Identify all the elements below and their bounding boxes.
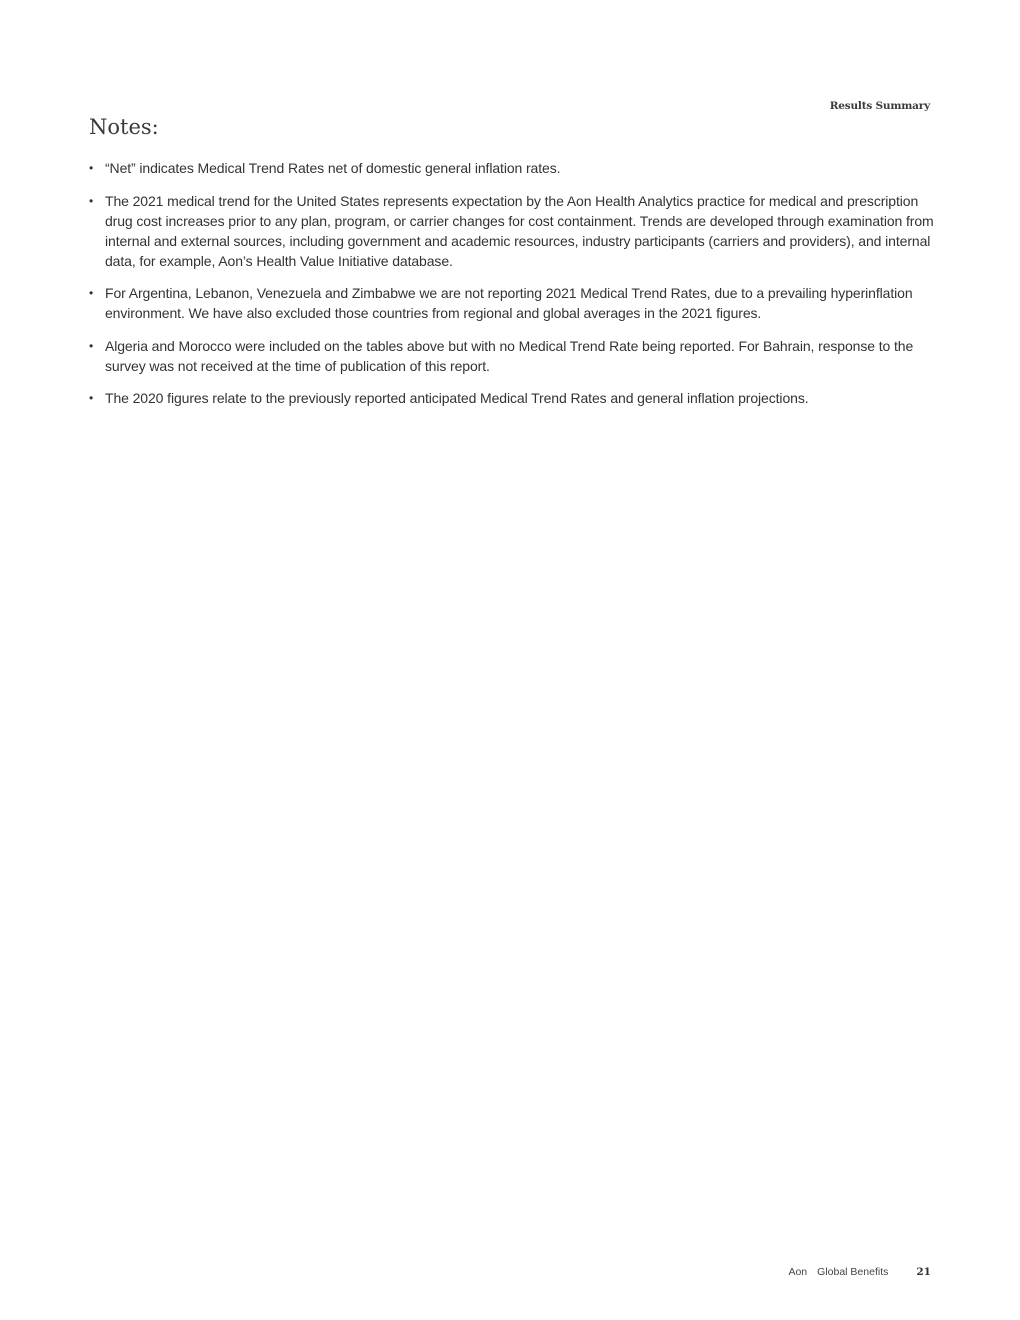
bullet-icon: • (89, 338, 94, 353)
footer-section: Global Benefits (817, 1266, 889, 1278)
note-item (89, 191, 934, 271)
note-text: For Argentina, Lebanon, Venezuela and Zimbabwe we are not reporting 2021 Medical Trend Rates, due to a prevailing hyperinflation environment. We have also excluded those countries from regional and global averages in the 2021 figures. (105, 285, 913, 321)
notes-list (89, 158, 934, 421)
page-number: 21 (916, 1266, 931, 1278)
note-text: The 2020 figures relate to the previously reported anticipated Medical Trend Rates and general inflation projections. (105, 390, 809, 406)
note-item (89, 283, 934, 323)
running-header: Results Summary (829, 100, 930, 112)
note-item (89, 336, 934, 376)
note-item (89, 158, 934, 178)
note-text: Algeria and Morocco were included on the tables above but with no Medical Trend Rate being reported. For Bahrain, response to the survey was not received at the time of publication of this report. (105, 337, 914, 374)
note-text: “Net” indicates Medical Trend Rates net of domestic general inflation rates. (105, 160, 561, 176)
bullet-icon: • (89, 161, 94, 175)
bullet-icon: • (89, 391, 94, 405)
footer-brand: Aon (788, 1266, 808, 1278)
note-item (89, 388, 934, 408)
notes-title: Notes: (89, 115, 159, 139)
bullet-icon: • (89, 286, 94, 300)
bullet-icon: • (89, 193, 94, 208)
note-text: The 2021 medical trend for the United States represents expectation by the Aon Health Analytics practice for medical and prescription drug cost increases prior to any plan, program, or carrier changes for cost containment. Trends are developed through examination from internal and external sources, including government and academic resources, industry participants (carriers and providers), and internal data, for example, Aon’s Health Value Initiative database. (105, 192, 934, 269)
page-footer (788, 1266, 931, 1278)
